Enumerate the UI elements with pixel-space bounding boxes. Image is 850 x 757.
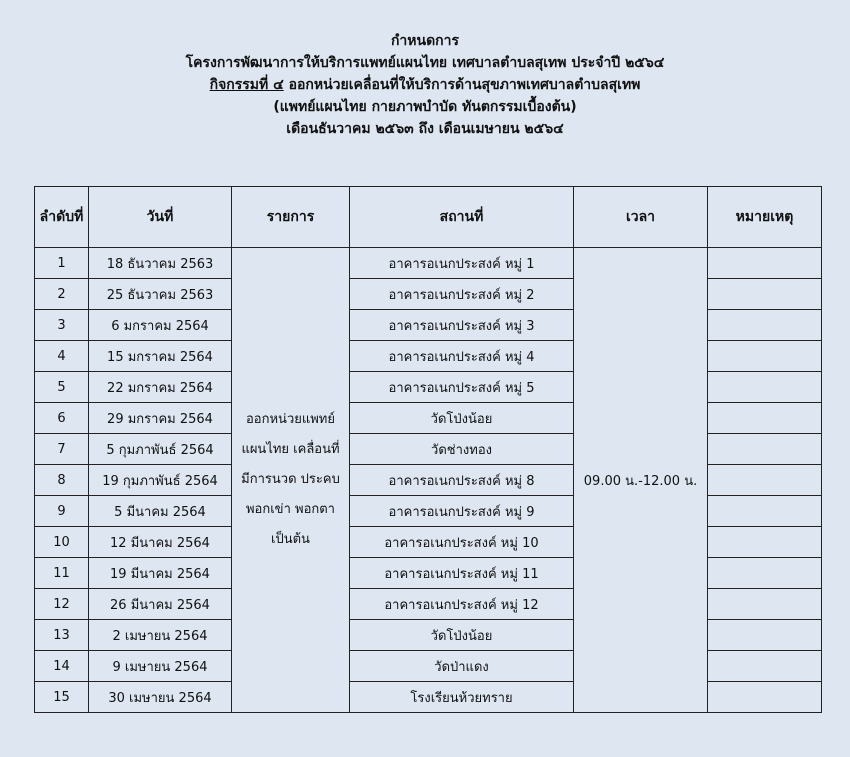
heading-activity xyxy=(0,74,850,96)
column-header-date: วันที่ xyxy=(89,187,232,248)
row-remark xyxy=(708,589,822,620)
table-row xyxy=(35,248,822,279)
row-date: 15 มกราคม 2564 xyxy=(89,341,232,372)
row-date: 29 มกราคม 2564 xyxy=(89,403,232,434)
row-number: 10 xyxy=(35,527,89,558)
row-remark xyxy=(708,651,822,682)
row-date: 19 มีนาคม 2564 xyxy=(89,558,232,589)
row-number: 11 xyxy=(35,558,89,589)
row-number: 2 xyxy=(35,279,89,310)
column-header-no: ลำดับที่ xyxy=(35,187,89,248)
row-location: วัดช่างทอง xyxy=(350,434,574,465)
row-date: 22 มกราคม 2564 xyxy=(89,372,232,403)
row-number: 12 xyxy=(35,589,89,620)
row-date: 12 มีนาคม 2564 xyxy=(89,527,232,558)
row-date: 18 ธันวาคม 2563 xyxy=(89,248,232,279)
column-header-remark: หมายเหตุ xyxy=(708,187,822,248)
heading-services: (แพทย์แผนไทย กายภาพบำบัด ทันตกรรมเบื้องต้น) xyxy=(273,99,577,115)
row-number: 5 xyxy=(35,372,89,403)
row-date: 25 ธันวาคม 2563 xyxy=(89,279,232,310)
heading-activity-title: ออกหน่วยเคลื่อนที่ให้บริการด้านสุขภาพเทศบาลตำบลสุเทพ xyxy=(283,77,641,93)
row-location: อาคารอเนกประสงค์ หมู่ 4 xyxy=(350,341,574,372)
row-location: อาคารอเนกประสงค์ หมู่ 8 xyxy=(350,465,574,496)
row-date: 5 กุมภาพันธ์ 2564 xyxy=(89,434,232,465)
heading-period: เดือนธันวาคม ๒๕๖๓ ถึง เดือนเมษายน ๒๕๖๔ xyxy=(286,121,564,137)
heading-schedule: กำหนดการ xyxy=(390,33,460,49)
row-location: อาคารอเนกประสงค์ หมู่ 3 xyxy=(350,310,574,341)
row-date: 9 เมษายน 2564 xyxy=(89,651,232,682)
heading-activity-number: กิจกรรมที่ ๔ xyxy=(209,77,284,93)
row-remark xyxy=(708,558,822,589)
row-date: 2 เมษายน 2564 xyxy=(89,620,232,651)
row-remark xyxy=(708,372,822,403)
row-date: 5 มีนาคม 2564 xyxy=(89,496,232,527)
row-date: 6 มกราคม 2564 xyxy=(89,310,232,341)
row-location: อาคารอเนกประสงค์ หมู่ 9 xyxy=(350,496,574,527)
row-date: 19 กุมภาพันธ์ 2564 xyxy=(89,465,232,496)
row-location: อาคารอเนกประสงค์ หมู่ 10 xyxy=(350,527,574,558)
row-number: 3 xyxy=(35,310,89,341)
time-range: 09.00 น.-12.00 น. xyxy=(574,248,708,713)
row-remark xyxy=(708,682,822,713)
row-location: วัดโป่งน้อย xyxy=(350,403,574,434)
row-location: วัดโป่งน้อย xyxy=(350,620,574,651)
row-remark xyxy=(708,279,822,310)
row-remark xyxy=(708,465,822,496)
row-date: 26 มีนาคม 2564 xyxy=(89,589,232,620)
row-location: อาคารอเนกประสงค์ หมู่ 11 xyxy=(350,558,574,589)
row-number: 9 xyxy=(35,496,89,527)
row-number: 15 xyxy=(35,682,89,713)
row-remark xyxy=(708,434,822,465)
row-location: วัดป่าแดง xyxy=(350,651,574,682)
row-location: อาคารอเนกประสงค์ หมู่ 12 xyxy=(350,589,574,620)
row-remark xyxy=(708,248,822,279)
row-location: อาคารอเนกประสงค์ หมู่ 1 xyxy=(350,248,574,279)
table-header-row xyxy=(35,187,822,248)
column-header-activity: รายการ xyxy=(232,187,350,248)
row-number: 6 xyxy=(35,403,89,434)
schedule-table xyxy=(34,186,822,713)
row-number: 1 xyxy=(35,248,89,279)
heading-project: โครงการพัฒนาการให้บริการแพทย์แผนไทย เทศบาลตำบลสุเทพ ประจำปี ๒๕๖๔ xyxy=(185,55,665,71)
row-remark xyxy=(708,341,822,372)
row-number: 8 xyxy=(35,465,89,496)
column-header-location: สถานที่ xyxy=(350,187,574,248)
row-number: 7 xyxy=(35,434,89,465)
row-location: โรงเรียนห้วยทราย xyxy=(350,682,574,713)
row-remark xyxy=(708,310,822,341)
row-number: 4 xyxy=(35,341,89,372)
row-remark xyxy=(708,620,822,651)
activity-description: ออกหน่วยแพทย์แผนไทย เคลื่อนที่ มีการนวด ประคบ พอกเข่า พอกตา เป็นต้น xyxy=(232,248,350,713)
row-remark xyxy=(708,403,822,434)
row-location: อาคารอเนกประสงค์ หมู่ 5 xyxy=(350,372,574,403)
row-remark xyxy=(708,496,822,527)
row-number: 14 xyxy=(35,651,89,682)
row-number: 13 xyxy=(35,620,89,651)
row-remark xyxy=(708,527,822,558)
row-location: อาคารอเนกประสงค์ หมู่ 2 xyxy=(350,279,574,310)
document-heading xyxy=(0,30,850,140)
row-date: 30 เมษายน 2564 xyxy=(89,682,232,713)
column-header-time: เวลา xyxy=(574,187,708,248)
schedule-body xyxy=(35,248,822,713)
